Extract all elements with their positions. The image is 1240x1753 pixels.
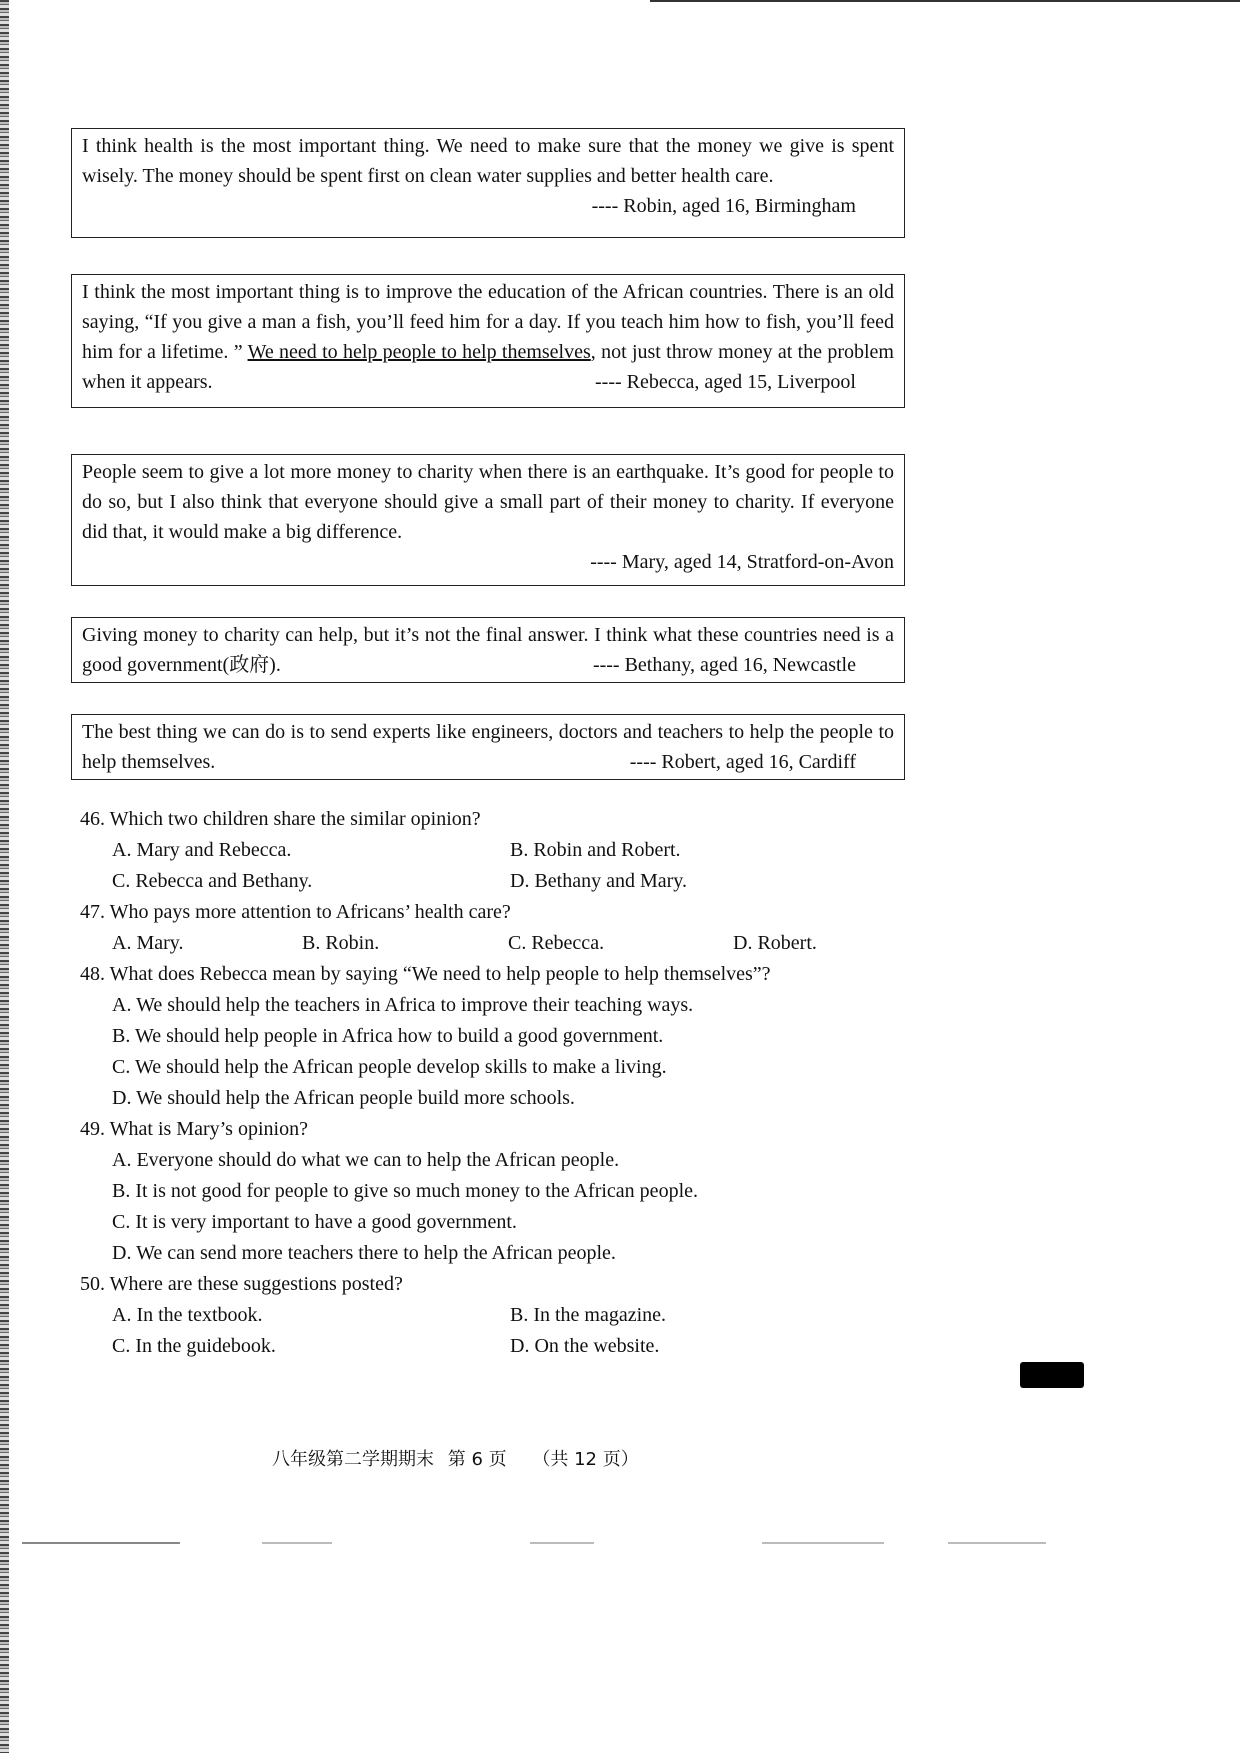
question-50-stem: 50. Where are these suggestions posted? (80, 1273, 403, 1295)
option-d: D. We should help the African people build more schools. (112, 1087, 575, 1109)
opinion-text: I think health is the most important thing. We need to make sure that the money we give is spent wisely. The money should be spent first on clean water supplies and better health care. (82, 135, 894, 187)
redaction-mark (1020, 1362, 1084, 1388)
question-48-stem: 48. What does Rebecca mean by saying “We need to help people to help themselves”? (80, 963, 771, 985)
option-b: B. It is not good for people to give so much money to the African people. (112, 1180, 698, 1202)
option-b: B. Robin and Robert. (510, 839, 681, 861)
opinion-text: People seem to give a lot more money to charity when there is an earthquake. It’s good for people to do so, but I also think that everyone should give a small part of their money to charity. If everyone did that, it would make a big difference. (82, 461, 894, 543)
opinion-signature: ---- Bethany, aged 16, Newcastle (592, 654, 856, 676)
option-a: A. Mary and Rebecca. (112, 839, 292, 861)
scan-edge-artifact (0, 0, 9, 1753)
question-50-options-row2 (80, 1331, 910, 1362)
opinion-signature: ---- Rebecca, aged 15, Liverpool (595, 371, 856, 393)
opinion-box-rebecca (71, 274, 905, 408)
option-d: D. Robert. (733, 932, 817, 954)
scan-dash-artifact (762, 1542, 884, 1544)
footer-exam-title: 八年级第二学期期末 (272, 1449, 434, 1470)
opinion-text-body: Giving money to charity can help, but it’s not the final answer. I think what these countries need is a good government(政府). (82, 624, 894, 676)
option-c: C. In the guidebook. (112, 1335, 276, 1357)
option-a: A. Mary. (112, 932, 184, 954)
option-b: B. We should help people in Africa how to build a good government. (112, 1025, 664, 1047)
scan-dash-artifact (948, 1542, 1046, 1544)
opinion-signature: ---- Robert, aged 16, Cardiff (629, 751, 856, 773)
question-50-options-row1 (80, 1300, 910, 1331)
option-b: B. Robin. (302, 932, 380, 954)
option-a: A. In the textbook. (112, 1304, 263, 1326)
question-49-stem: 49. What is Mary’s opinion? (80, 1118, 308, 1140)
option-c: C. We should help the African people develop skills to make a living. (112, 1056, 667, 1078)
option-d: D. We can send more teachers there to help the African people. (112, 1242, 616, 1264)
footer-page-total: （共 12 页） (532, 1449, 639, 1470)
opinion-box-robin (71, 128, 905, 238)
option-c: C. Rebecca and Bethany. (112, 870, 313, 892)
option-d: D. On the website. (510, 1335, 660, 1357)
opinion-box-robert (71, 714, 905, 780)
underlined-phrase: We need to help people to help themselves (247, 341, 591, 363)
option-a: A. Everyone should do what we can to help the African people. (112, 1149, 620, 1171)
opinion-box-bethany (71, 617, 905, 683)
footer-page-number: 第 6 页 (447, 1449, 507, 1470)
question-46-stem: 46. Which two children share the similar opinion? (80, 808, 481, 830)
opinion-signature: ---- Mary, aged 14, Stratford-on-Avon (590, 551, 894, 573)
opinion-text-after: , not just throw money at the problem when it appears. (82, 341, 894, 393)
question-47-stem: 47. Who pays more attention to Africans’ health care? (80, 901, 511, 923)
opinion-box-mary (71, 454, 905, 586)
scan-dash-artifact (22, 1542, 180, 1544)
question-46-options-row1 (80, 835, 910, 866)
scan-dash-artifact (530, 1542, 594, 1544)
opinion-text (82, 620, 894, 680)
question-47-options (80, 928, 910, 959)
scan-top-line (650, 0, 1240, 2)
option-c: C. It is very important to have a good government. (112, 1211, 517, 1233)
option-b: B. In the magazine. (510, 1304, 667, 1326)
opinion-text-before: I think the most important thing is to improve the education of the African countries. There is an old saying, “If you give a man a fish, you’ll feed him for a day. If you teach him how to fish, you’ll feed him for a lifetime. ” (82, 281, 894, 363)
opinion-signature: ---- Robin, aged 16, Birmingham (591, 195, 856, 217)
scan-dash-artifact (262, 1542, 332, 1544)
question-46-options-row2 (80, 866, 910, 897)
opinion-text (82, 277, 894, 397)
opinion-text-body: The best thing we can do is to send experts like engineers, doctors and teachers to help the people to help themselves. (82, 721, 894, 773)
page-footer (272, 1445, 639, 1475)
option-c: C. Rebecca. (508, 932, 605, 954)
question-list (80, 804, 910, 1362)
option-a: A. We should help the teachers in Africa to improve their teaching ways. (112, 994, 694, 1016)
opinion-text (82, 717, 894, 777)
option-d: D. Bethany and Mary. (510, 870, 687, 892)
